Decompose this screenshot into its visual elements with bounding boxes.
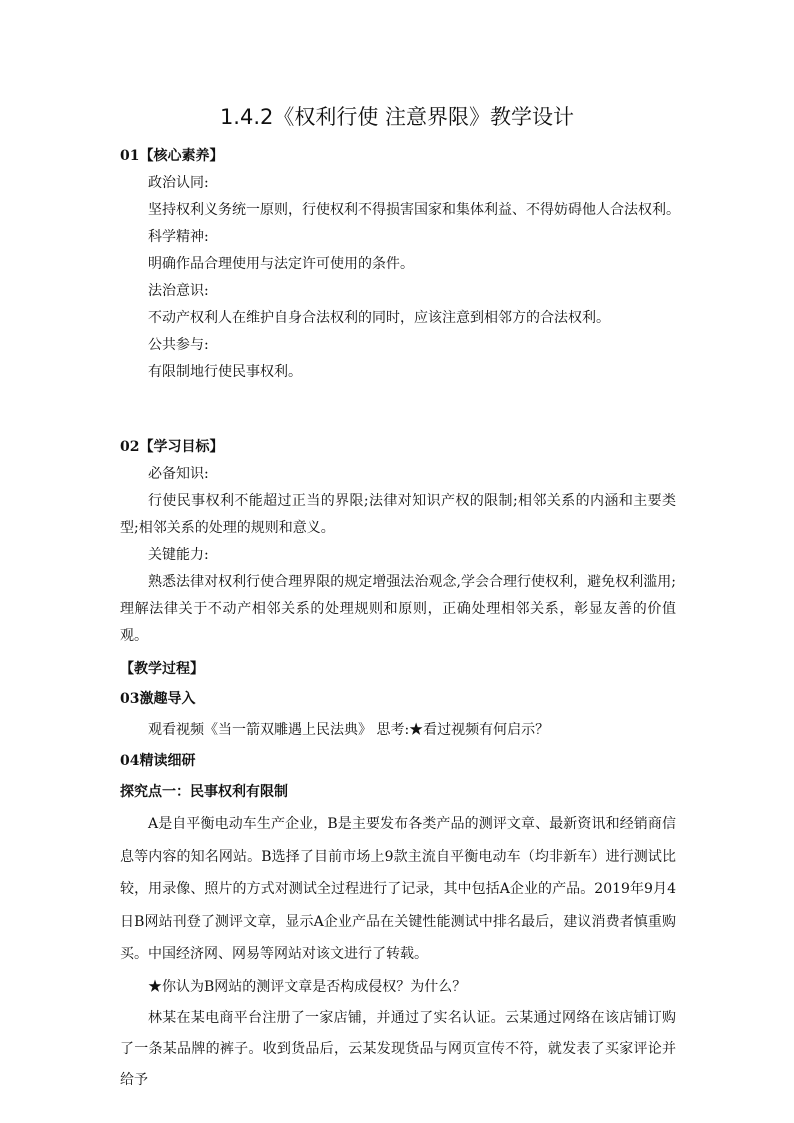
case-paragraph-1: A是自平衡电动车生产企业，B是主要发布各类产品的测评文章、最新资讯和经销商信息等内容的知名网站。B选择了目前市场上9款主流自平衡电动车（均非新车）进行测试比较，用录像、照片的方式对测试全过程进行了记录，其中包括A企业的产品。2019年9月4日B网站刊登了测评文章，显示A企业产品在关键性能测试中排名最后，建议消费者慎重购买。中国经济网、网易等网站对该文进行了转载。 [120, 816, 676, 962]
ability-label: 关键能力: [148, 547, 209, 563]
literacy-label-science: 科学精神: [148, 229, 209, 245]
literacy-text-public: 有限制地行使民事权利。 [148, 364, 302, 380]
document-body [120, 143, 680, 1096]
literacy-label-public: 公共参与: [148, 337, 209, 353]
literacy-text-science: 明确作品合理使用与法定许可使用的条件。 [148, 256, 414, 272]
spacer [120, 413, 676, 434]
section-heading-core-literacy: 01【核心素养】 [120, 148, 224, 164]
document-title: 1.4.2《权利行使 注意界限》教学设计 [219, 105, 575, 129]
ability-paragraph: 熟悉法律对权利行使合理界限的规定增强法治观念,学会合理行使权利，避免权利滥用;理解法律关于不动产相邻关系的处理规则和原则，正确处理相邻关系，彰显友善的价值观。 [120, 574, 676, 644]
inquiry-heading-1: 探究点一：民事权利有限制 [120, 784, 288, 800]
spacer [120, 386, 676, 413]
section-heading-intro: 03激趣导入 [120, 691, 196, 707]
section-heading-learning-goals: 02【学习目标】 [120, 439, 224, 455]
intro-paragraph: 观看视频《当一箭双雕遇上民法典》 思考:★看过视频有何启示？ [148, 722, 550, 738]
literacy-text-political: 坚持权利义务统一原则，行使权利不得损害国家和集体利益、不得妨碍他人合法权利。 [148, 202, 680, 218]
section-heading-close-reading: 04精读细研 [120, 753, 196, 769]
knowledge-paragraph: 行使民事权利不能超过正当的界限;法律对知识产权的限制;相邻关系的内涵和主要类型;相邻关系的处理的规则和意义。 [120, 493, 676, 536]
section-heading-teaching-process: 【教学过程】 [120, 661, 204, 677]
literacy-text-law: 不动产权利人在维护自身合法权利的同时，应该注意到相邻方的合法权利。 [148, 310, 610, 326]
literacy-label-law: 法治意识: [148, 283, 209, 299]
literacy-label-political: 政治认同: [148, 175, 209, 191]
question-1: ★你认为B网站的测评文章是否构成侵权？为什么？ [148, 978, 467, 995]
knowledge-label: 必备知识: [148, 466, 209, 482]
case-paragraph-2: 林某在某电商平台注册了一家店铺，并通过了实名认证。云某通过网络在该店铺订购了一条某品牌的裤子。收到货品后，云某发现货品与网页宣传不符，就发表了买家评论并给予 [120, 1009, 676, 1088]
